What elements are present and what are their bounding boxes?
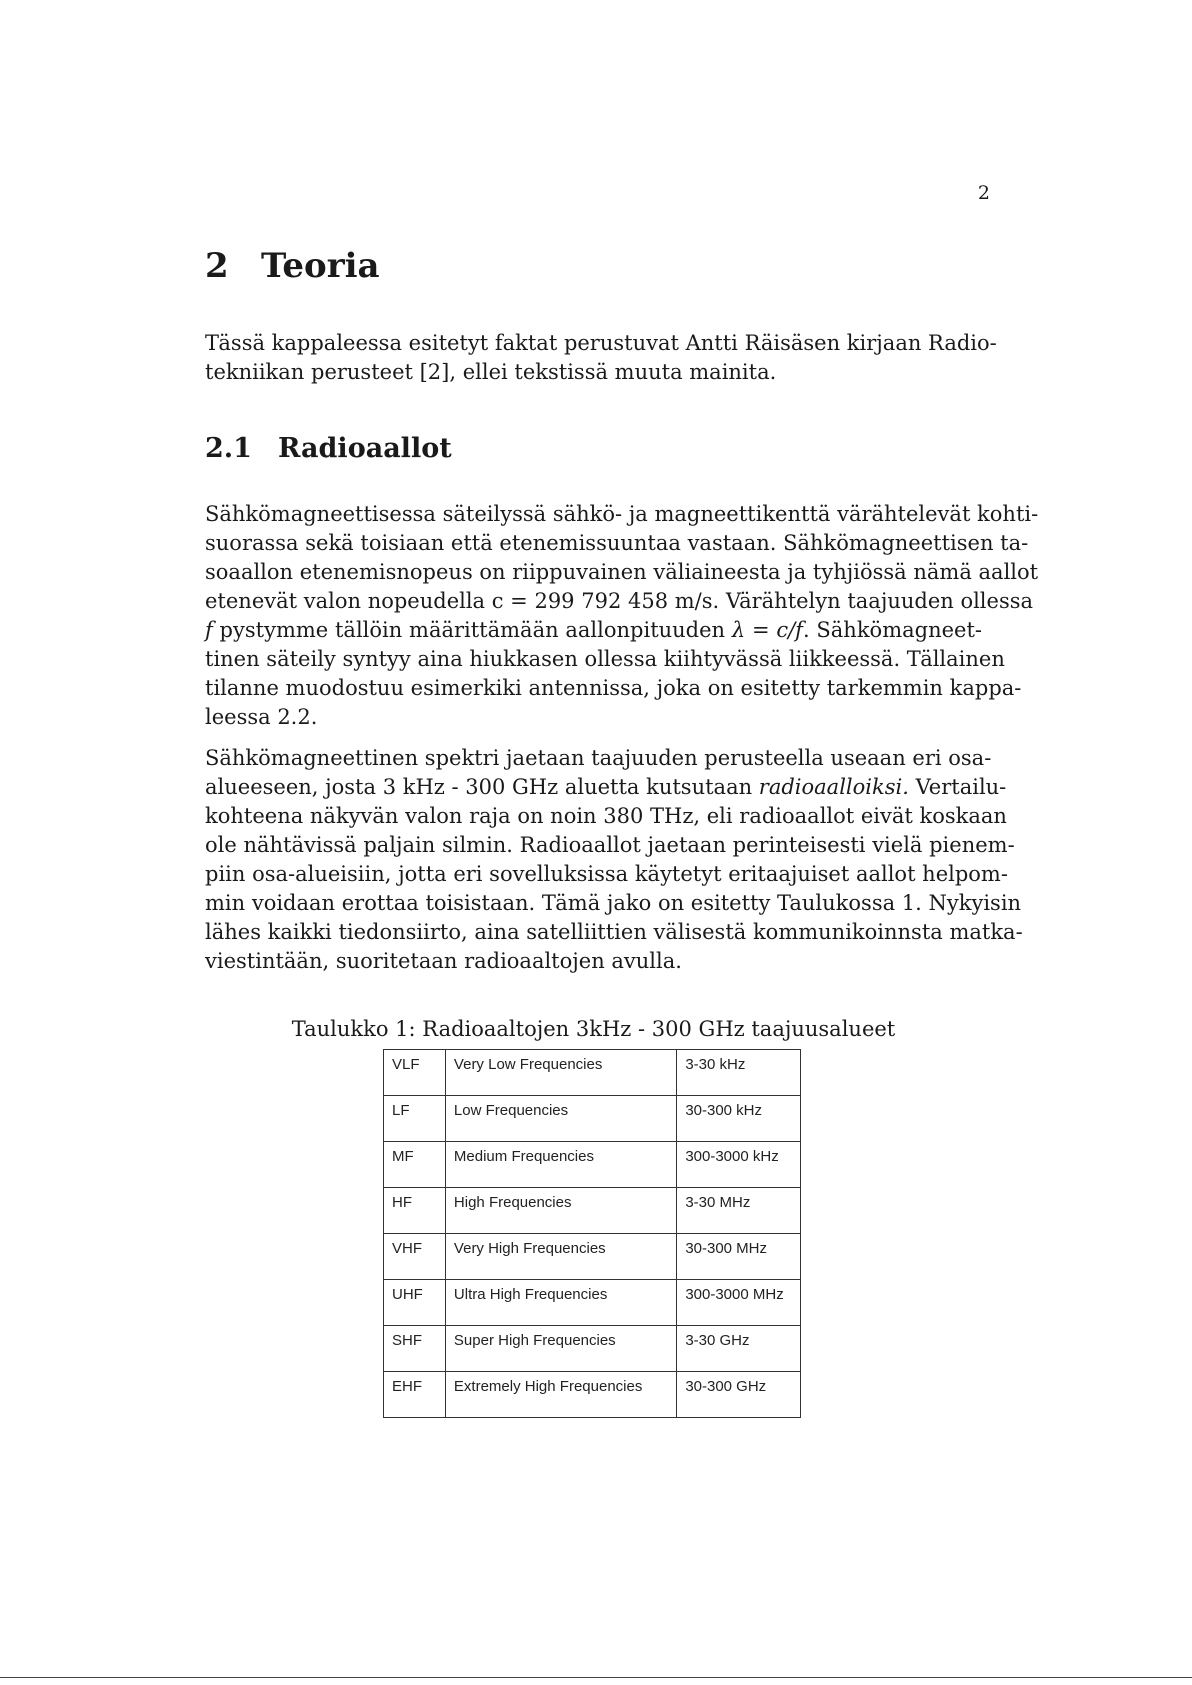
band-range: 3-30 kHz — [677, 1050, 801, 1096]
band-abbreviation: MF — [384, 1142, 446, 1188]
section-number: 2.1 — [205, 433, 252, 464]
band-abbreviation: EHF — [384, 1372, 446, 1418]
band-range: 300-3000 MHz — [677, 1280, 801, 1326]
band-name: Very Low Frequencies — [445, 1050, 676, 1096]
band-abbreviation: SHF — [384, 1326, 446, 1372]
paragraph-line: etenevät valon nopeudella c = 299 792 458 m/s. Värähtelyn taajuuden ollessa — [205, 589, 1034, 613]
table-row — [384, 1142, 801, 1188]
table-row — [384, 1234, 801, 1280]
paragraph-line: viestintään, suoritetaan radioaaltojen avulla. — [205, 949, 682, 973]
intro-paragraph — [205, 329, 997, 387]
band-abbreviation: UHF — [384, 1280, 446, 1326]
paragraph-line — [205, 773, 1007, 802]
band-abbreviation: HF — [384, 1188, 446, 1234]
paragraph-line: tekniikan perusteet [2], ellei tekstissä muuta mainita. — [205, 360, 777, 384]
emphasized-term: radioaalloiksi. — [758, 775, 909, 799]
text-run: alueeseen, josta 3 kHz - 300 GHz aluetta kutsutaan — [205, 775, 759, 799]
band-abbreviation: VHF — [384, 1234, 446, 1280]
paragraph-line: leessa 2.2. — [205, 705, 318, 729]
bottom-rule — [0, 1677, 1192, 1678]
chapter-heading — [205, 246, 380, 286]
band-name: High Frequencies — [445, 1188, 676, 1234]
radio-waves-paragraph-1 — [205, 500, 1039, 732]
band-name: Medium Frequencies — [445, 1142, 676, 1188]
wavelength-formula: λ = c/f — [731, 618, 803, 642]
chapter-number: 2 — [205, 246, 229, 286]
paragraph-line: lähes kaikki tiedonsiirto, aina satelliittien välisestä kommunikoinnsta matka- — [205, 920, 1023, 944]
section-heading — [205, 433, 452, 464]
paragraph-line: min voidaan erottaa toisistaan. Tämä jako on esitetty Taulukossa 1. Nykyisin — [205, 891, 1022, 915]
table-row — [384, 1372, 801, 1418]
band-range: 30-300 kHz — [677, 1096, 801, 1142]
band-name: Very High Frequencies — [445, 1234, 676, 1280]
paragraph-line: Sähkömagneettinen spektri jaetaan taajuuden perusteella useaan eri osa- — [205, 746, 992, 770]
chapter-title: Teoria — [261, 246, 380, 286]
band-range: 300-3000 kHz — [677, 1142, 801, 1188]
table-caption: Taulukko 1: Radioaaltojen 3kHz - 300 GHz taajuusalueet — [291, 1017, 896, 1041]
band-name: Ultra High Frequencies — [445, 1280, 676, 1326]
paragraph-line: Tässä kappaleessa esitetyt faktat perustuvat Antti Räisäsen kirjaan Radio- — [205, 331, 997, 355]
text-run: . Sähkömagneet- — [802, 618, 982, 642]
band-name: Super High Frequencies — [445, 1326, 676, 1372]
frequency-table — [383, 1049, 801, 1418]
paragraph-line — [205, 616, 982, 645]
table-row — [384, 1326, 801, 1372]
paragraph-line: Sähkömagneettisessa säteilyssä sähkö- ja magneettikenttä värähtelevät kohti- — [205, 502, 1039, 526]
band-range: 3-30 GHz — [677, 1326, 801, 1372]
table-row — [384, 1188, 801, 1234]
band-name: Low Frequencies — [445, 1096, 676, 1142]
band-range: 30-300 MHz — [677, 1234, 801, 1280]
text-run: Vertailu- — [908, 775, 1007, 799]
text-run: pystymme tällöin määrittämään aallonpituuden — [212, 618, 732, 642]
paragraph-line: tinen säteily syntyy aina hiukkasen ollessa kiihtyvässä liikkeessä. Tällainen — [205, 647, 1005, 671]
radio-waves-paragraph-2 — [205, 744, 1023, 976]
band-abbreviation: VLF — [384, 1050, 446, 1096]
section-title: Radioaallot — [278, 433, 452, 464]
page-number: 2 — [977, 182, 990, 204]
paragraph-line: suorassa sekä toisiaan että etenemissuuntaa vastaan. Sähkömagneettisen ta- — [205, 531, 1029, 555]
band-abbreviation: LF — [384, 1096, 446, 1142]
frequency-variable: f — [205, 618, 213, 642]
table-row — [384, 1096, 801, 1142]
paragraph-line: piin osa-alueisiin, jotta eri sovelluksissa käytetyt eritaajuiset aallot helpom- — [205, 862, 1008, 886]
table-row — [384, 1050, 801, 1096]
paragraph-line: soaallon etenemisnopeus on riippuvainen väliaineesta ja tyhjiössä nämä aallot — [205, 560, 1039, 584]
table-row — [384, 1280, 801, 1326]
band-range: 3-30 MHz — [677, 1188, 801, 1234]
paragraph-line: ole nähtävissä paljain silmin. Radioaallot jaetaan perinteisesti vielä pienem- — [205, 833, 1015, 857]
paragraph-line: kohteena näkyvän valon raja on noin 380 THz, eli radioaallot eivät koskaan — [205, 804, 1007, 828]
band-name: Extremely High Frequencies — [445, 1372, 676, 1418]
paragraph-line: tilanne muodostuu esimerkiki antennissa, joka on esitetty tarkemmin kappa- — [205, 676, 1022, 700]
band-range: 30-300 GHz — [677, 1372, 801, 1418]
